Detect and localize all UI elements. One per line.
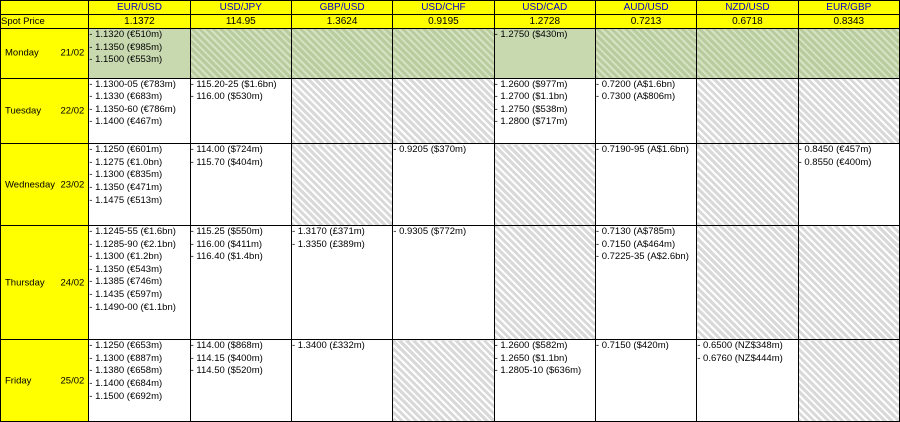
expiry-item: - 115.70 ($404m) [190,156,263,168]
expiry-item: - 116.00 ($411m) [190,238,263,250]
empty-expiry-cell [393,29,494,79]
empty-expiry-cell [393,340,494,422]
day-date: 22/02 [60,105,85,117]
empty-expiry-cell [798,78,899,144]
expiry-list [292,340,392,353]
day-label-cell [1,226,89,340]
expiry-cell [798,144,899,226]
day-date: 25/02 [60,375,85,387]
expiry-cell [89,29,190,79]
spot-price-value: 1.2728 [494,15,595,29]
expiry-cell [89,144,190,226]
expiry-item: - 1.1300 (€887m) [89,352,163,364]
expiry-cell [595,144,696,226]
empty-expiry-cell [798,340,899,422]
empty-expiry-cell [291,144,392,226]
expiry-item: - 0.6760 (NZ$444m) [697,352,783,364]
table-row [1,29,900,79]
empty-expiry-cell [494,226,595,340]
table-row [1,78,900,144]
expiry-item: - 1.3400 (£332m) [291,340,365,352]
expiry-cell [89,226,190,340]
day-name: Tuesday [5,105,42,117]
expiry-cell [291,340,392,422]
day-date: 23/02 [60,179,85,191]
expiry-item: - 1.3350 (£389m) [291,238,365,250]
spot-price-value: 0.9195 [393,15,494,29]
expiry-cell [393,144,494,226]
expiry-item: - 0.7190-95 (A$1.6bn) [595,144,689,156]
expiry-cell [190,78,291,144]
spot-price-value: 114.95 [190,15,291,29]
column-header-pair: NZD/USD [697,1,798,15]
expiry-list [393,144,493,157]
empty-expiry-cell [190,29,291,79]
expiry-item: - 0.7300 (A$806m) [595,91,676,103]
expiry-list [89,226,189,314]
expiry-cell [190,226,291,340]
expiry-item: - 1.1320 (€510m) [89,29,163,40]
expiry-item: - 1.1300-05 (€783m) [89,78,176,90]
expiry-list [393,226,493,239]
expiry-list [495,29,595,42]
expiry-item: - 1.1275 (€1.0bn) [89,156,163,168]
expiry-item: - 0.7130 (A$785m) [595,226,676,238]
column-header-pair: USD/CHF [393,1,494,15]
column-header-pair: AUD/USD [595,1,696,15]
expiry-item: - 1.1350 (€985m) [89,41,163,53]
expiry-item: - 1.1245-55 (€1.6bn) [89,226,176,238]
table-row [1,144,900,226]
empty-expiry-cell [291,78,392,144]
expiry-item: - 1.1350 (€543m) [89,263,163,275]
expiry-item: - 1.1350-60 (€786m) [89,103,176,115]
expiry-cell [595,78,696,144]
expiry-list [799,144,899,169]
expiry-item: - 1.2800 ($717m) [494,116,568,128]
expiry-item: - 1.1500 (€553m) [89,54,163,66]
spot-price-value: 0.6718 [697,15,798,29]
expiry-item: - 0.9205 ($370m) [393,144,467,156]
expiry-item: - 1.2750 ($430m) [494,29,568,40]
spot-price-value: 1.1372 [89,15,190,29]
expiry-list [191,340,291,378]
expiry-item: - 1.2700 ($1.1bn) [494,91,568,103]
empty-expiry-cell [595,29,696,79]
column-header-pair: EUR/GBP [798,1,899,15]
expiry-item: - 0.6500 (NZ$348m) [697,340,783,352]
empty-expiry-cell [291,29,392,79]
empty-expiry-cell [494,144,595,226]
expiry-item: - 1.1350 (€471m) [89,182,163,194]
expiry-list [89,144,189,207]
column-header-pair: USD/CAD [494,1,595,15]
empty-expiry-cell [798,29,899,79]
column-header-pair: EUR/USD [89,1,190,15]
expiry-cell [697,340,798,422]
expiry-cell [393,226,494,340]
expiry-item: - 1.3170 (£371m) [291,226,365,238]
spot-price-label: Spot Price [1,15,89,29]
column-header-pair: GBP/USD [291,1,392,15]
expiry-item: - 1.2750 ($538m) [494,103,568,115]
empty-expiry-cell [697,144,798,226]
expiry-item: - 0.7150 ($420m) [595,340,669,352]
expiry-item: - 1.1330 (€683m) [89,91,163,103]
expiry-list [495,340,595,378]
expiry-list [596,340,696,353]
expiry-list [89,29,189,67]
expiry-list [596,144,696,157]
empty-expiry-cell [697,226,798,340]
expiry-item: - 115.20-25 ($1.6bn) [190,78,277,90]
header-row-spot [1,15,900,29]
spot-price-value: 1.3624 [291,15,392,29]
expiry-list [191,144,291,169]
expiry-item: - 1.1300 (€1.2bn) [89,251,163,263]
expiry-item: - 0.7225-35 (A$2.6bn) [595,251,689,263]
expiry-item: - 1.1250 (€601m) [89,144,163,156]
expiry-item: - 116.40 ($1.4bn) [190,251,263,263]
expiry-list [596,226,696,264]
expiry-item: - 1.1490-00 (€1.1bn) [89,301,176,313]
expiry-item: - 1.1250 (€653m) [89,340,163,352]
expiry-cell [291,226,392,340]
expiry-item: - 1.1435 (€597m) [89,289,163,301]
expiry-list [191,79,291,104]
table-row [1,340,900,422]
expiry-item: - 115.25 ($550m) [190,226,263,238]
expiry-item: - 0.8550 (€400m) [798,156,872,168]
expiry-list [89,340,189,403]
expiry-item: - 1.1285-90 (€2.1bn) [89,238,176,250]
spot-price-value: 0.7213 [595,15,696,29]
empty-expiry-cell [798,226,899,340]
column-header-pair: USD/JPY [190,1,291,15]
expiry-cell [89,78,190,144]
expiry-item: - 1.2600 ($977m) [494,78,568,90]
expiry-cell [595,226,696,340]
spot-price-value: 0.8343 [798,15,899,29]
expiry-item: - 0.8450 (€457m) [798,144,872,156]
expiry-item: - 1.1300 (€835m) [89,169,163,181]
day-date: 24/02 [60,277,85,289]
expiry-list [495,79,595,129]
day-label-cell [1,144,89,226]
day-label-cell [1,29,89,79]
day-name: Wednesday [5,179,55,191]
expiry-item: - 0.7200 (A$1.6bn) [595,78,676,90]
expiry-cell [494,78,595,144]
expiry-cell [494,29,595,79]
expiry-list [191,226,291,264]
day-label-cell [1,78,89,144]
table-row [1,226,900,340]
expiry-item: - 1.1380 (€658m) [89,365,163,377]
expiry-item: - 1.1400 (€467m) [89,116,163,128]
expiry-list [697,340,797,365]
day-name: Friday [5,375,32,387]
expiry-cell [494,340,595,422]
day-name: Thursday [5,277,45,289]
empty-expiry-cell [393,78,494,144]
day-label-cell [1,340,89,422]
expiry-item: - 114.50 ($520m) [190,365,263,377]
day-name: Monday [5,47,39,59]
expiry-item: - 1.2650 ($1.1bn) [494,352,568,364]
expiry-item: - 0.9305 ($772m) [393,226,467,238]
expiry-item: - 114.15 ($400m) [190,352,263,364]
expiry-item: - 1.2805-10 ($636m) [494,365,582,377]
expiry-item: - 1.1475 (€513m) [89,194,163,206]
empty-expiry-cell [697,29,798,79]
expiry-item: - 114.00 ($724m) [190,144,263,156]
expiry-cell [190,144,291,226]
expiry-cell [89,340,190,422]
expiry-item: - 0.7150 (A$464m) [595,238,676,250]
header-corner-blank [1,1,89,15]
expiry-item: - 1.1400 (€684m) [89,377,163,389]
expiry-item: - 1.1500 (€692m) [89,390,163,402]
expiry-item: - 116.00 ($530m) [190,91,263,103]
expiry-item: - 114.00 ($868m) [190,340,263,352]
empty-expiry-cell [697,78,798,144]
expiry-item: - 1.2600 ($582m) [494,340,568,352]
expiry-cell [190,340,291,422]
expiry-list [292,226,392,251]
expiry-list [89,79,189,129]
day-date: 21/02 [60,47,85,59]
expiry-cell [595,340,696,422]
expiry-item: - 1.1385 (€746m) [89,276,163,288]
header-row-pairs [1,1,900,15]
expiry-list [596,79,696,104]
